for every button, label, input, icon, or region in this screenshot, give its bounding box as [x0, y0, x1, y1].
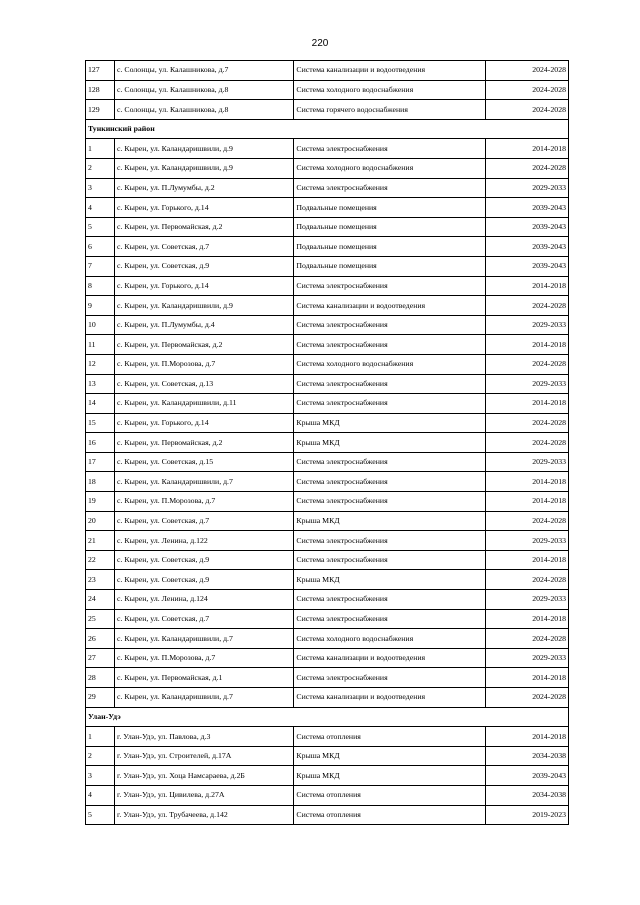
table-row: [86, 492, 569, 512]
page-number: 220: [311, 38, 329, 49]
system-cell: Система отопления: [294, 805, 485, 825]
table-row: [86, 511, 569, 531]
table-row: [86, 335, 569, 355]
period-cell: 2014-2018: [485, 609, 568, 629]
row-number-cell: 1: [86, 727, 115, 747]
address-cell: с. Кырен, ул. Советская, д.9: [115, 256, 294, 276]
table-row: [86, 531, 569, 551]
row-number-cell: 1: [86, 139, 115, 159]
period-cell: 2024-2028: [485, 354, 568, 374]
system-cell: Система электроснабжения: [294, 452, 485, 472]
period-cell: 2029-2033: [485, 178, 568, 198]
table-row: [86, 158, 569, 178]
system-cell: Система канализации и водоотведения: [294, 61, 485, 81]
table-row: [86, 648, 569, 668]
system-cell: Система электроснабжения: [294, 668, 485, 688]
table-row: [86, 472, 569, 492]
period-cell: 2024-2028: [485, 158, 568, 178]
table-row: [86, 100, 569, 120]
row-number-cell: 28: [86, 668, 115, 688]
row-number-cell: 16: [86, 433, 115, 453]
system-cell: Система холодного водоснабжения: [294, 629, 485, 649]
period-cell: 2039-2043: [485, 198, 568, 218]
table-row: [86, 433, 569, 453]
row-number-cell: 29: [86, 688, 115, 708]
system-cell: Система электроснабжения: [294, 531, 485, 551]
system-cell: Система электроснабжения: [294, 550, 485, 570]
period-cell: 2024-2028: [485, 629, 568, 649]
system-cell: Система электроснабжения: [294, 335, 485, 355]
system-cell: Система электроснабжения: [294, 315, 485, 335]
period-cell: 2029-2033: [485, 452, 568, 472]
section-title: Тункинский район: [86, 119, 569, 139]
period-cell: 2014-2018: [485, 550, 568, 570]
address-cell: г. Улан-Удэ, ул. Строителей, д.17А: [115, 746, 294, 766]
table-row: [86, 727, 569, 747]
table-row: [86, 413, 569, 433]
system-cell: Подвальные помещения: [294, 217, 485, 237]
row-number-cell: 5: [86, 217, 115, 237]
row-number-cell: 20: [86, 511, 115, 531]
system-cell: Система электроснабжения: [294, 394, 485, 414]
row-number-cell: 6: [86, 237, 115, 257]
table-row: [86, 256, 569, 276]
address-cell: г. Улан-Удэ, ул. Хоца Намсараева, д.2Б: [115, 766, 294, 786]
row-number-cell: 11: [86, 335, 115, 355]
system-cell: Система горячего водоснабжения: [294, 100, 485, 120]
table-row: [86, 452, 569, 472]
table-row: [86, 629, 569, 649]
row-number-cell: 22: [86, 550, 115, 570]
system-cell: Крыша МКД: [294, 746, 485, 766]
row-number-cell: 21: [86, 531, 115, 551]
period-cell: 2014-2018: [485, 472, 568, 492]
table-row: [86, 217, 569, 237]
row-number-cell: 23: [86, 570, 115, 590]
period-cell: 2024-2028: [485, 570, 568, 590]
period-cell: 2014-2018: [485, 492, 568, 512]
row-number-cell: 7: [86, 256, 115, 276]
system-cell: Система канализации и водоотведения: [294, 296, 485, 316]
row-number-cell: 9: [86, 296, 115, 316]
address-cell: с. Кырен, ул. П.Морозова, д.7: [115, 648, 294, 668]
section-title: Улан-Удэ: [86, 707, 569, 727]
address-cell: с. Солонцы, ул. Калашникова, д.8: [115, 80, 294, 100]
address-cell: с. Кырен, ул. П.Морозова, д.7: [115, 354, 294, 374]
row-number-cell: 4: [86, 785, 115, 805]
system-cell: Система электроснабжения: [294, 492, 485, 512]
row-number-cell: 12: [86, 354, 115, 374]
address-cell: с. Солонцы, ул. Калашникова, д.7: [115, 61, 294, 81]
address-cell: с. Кырен, ул. Советская, д.7: [115, 609, 294, 629]
row-number-cell: 18: [86, 472, 115, 492]
table-row: [86, 61, 569, 81]
period-cell: 2039-2043: [485, 256, 568, 276]
period-cell: 2024-2028: [485, 100, 568, 120]
system-cell: Подвальные помещения: [294, 256, 485, 276]
table-row: [86, 80, 569, 100]
period-cell: 2014-2018: [485, 335, 568, 355]
period-cell: 2029-2033: [485, 374, 568, 394]
period-cell: 2014-2018: [485, 139, 568, 159]
table-row: [86, 139, 569, 159]
period-cell: 2024-2028: [485, 511, 568, 531]
row-number-cell: 2: [86, 158, 115, 178]
system-cell: Крыша МКД: [294, 511, 485, 531]
system-cell: Система канализации и водоотведения: [294, 688, 485, 708]
table-row: [86, 570, 569, 590]
period-cell: 2029-2033: [485, 648, 568, 668]
address-cell: с. Кырен, ул. Горького, д.14: [115, 198, 294, 218]
row-number-cell: 14: [86, 394, 115, 414]
row-number-cell: 15: [86, 413, 115, 433]
table-row: [86, 198, 569, 218]
address-cell: с. Кырен, ул. Первомайская, д.1: [115, 668, 294, 688]
address-cell: с. Кырен, ул. Каландаришвили, д.9: [115, 139, 294, 159]
system-cell: Система канализации и водоотведения: [294, 648, 485, 668]
address-cell: с. Кырен, ул. Каландаришвили, д.7: [115, 629, 294, 649]
table-row: [86, 766, 569, 786]
table-row: [86, 746, 569, 766]
table-row: [86, 178, 569, 198]
period-cell: 2034-2038: [485, 785, 568, 805]
row-number-cell: 3: [86, 766, 115, 786]
table-row: [86, 688, 569, 708]
system-cell: Система электроснабжения: [294, 178, 485, 198]
table-row: [86, 276, 569, 296]
system-cell: Крыша МКД: [294, 433, 485, 453]
row-number-cell: 127: [86, 61, 115, 81]
period-cell: 2014-2018: [485, 668, 568, 688]
table-row: [86, 590, 569, 610]
address-cell: г. Улан-Удэ, ул. Цивилева, д.27А: [115, 785, 294, 805]
row-number-cell: 10: [86, 315, 115, 335]
address-cell: с. Кырен, ул. П.Морозова, д.7: [115, 492, 294, 512]
address-cell: с. Кырен, ул. Каландаришвили, д.7: [115, 688, 294, 708]
address-cell: с. Кырен, ул. Советская, д.9: [115, 570, 294, 590]
system-cell: Система электроснабжения: [294, 472, 485, 492]
row-number-cell: 128: [86, 80, 115, 100]
period-cell: 2039-2043: [485, 766, 568, 786]
registry-table-body: [86, 61, 569, 825]
address-cell: с. Кырен, ул. Советская, д.7: [115, 237, 294, 257]
table-row: [86, 296, 569, 316]
address-cell: с. Кырен, ул. Первомайская, д.2: [115, 217, 294, 237]
period-cell: 2014-2018: [485, 394, 568, 414]
period-cell: 2024-2028: [485, 433, 568, 453]
address-cell: с. Кырен, ул. П.Лумумбы, д.2: [115, 178, 294, 198]
table-row: [86, 315, 569, 335]
system-cell: Система электроснабжения: [294, 139, 485, 159]
system-cell: Система электроснабжения: [294, 276, 485, 296]
table-row: [86, 354, 569, 374]
address-cell: с. Кырен, ул. Ленина, д.122: [115, 531, 294, 551]
address-cell: с. Солонцы, ул. Калашникова, д.8: [115, 100, 294, 120]
table-row: [86, 394, 569, 414]
address-cell: с. Кырен, ул. Советская, д.7: [115, 511, 294, 531]
period-cell: 2039-2043: [485, 217, 568, 237]
row-number-cell: 5: [86, 805, 115, 825]
section-header-row: [86, 707, 569, 727]
period-cell: 2029-2033: [485, 531, 568, 551]
row-number-cell: 19: [86, 492, 115, 512]
row-number-cell: 25: [86, 609, 115, 629]
table-row: [86, 237, 569, 257]
system-cell: Подвальные помещения: [294, 198, 485, 218]
row-number-cell: 24: [86, 590, 115, 610]
table-row: [86, 805, 569, 825]
address-cell: г. Улан-Удэ, ул. Павлова, д.3: [115, 727, 294, 747]
address-cell: г. Улан-Удэ, ул. Трубачеева, д.142: [115, 805, 294, 825]
row-number-cell: 3: [86, 178, 115, 198]
system-cell: Система холодного водоснабжения: [294, 354, 485, 374]
system-cell: Система отопления: [294, 785, 485, 805]
row-number-cell: 26: [86, 629, 115, 649]
system-cell: Подвальные помещения: [294, 237, 485, 257]
row-number-cell: 17: [86, 452, 115, 472]
address-cell: с. Кырен, ул. Каландаришвили, д.11: [115, 394, 294, 414]
address-cell: с. Кырен, ул. Горького, д.14: [115, 413, 294, 433]
system-cell: Крыша МКД: [294, 766, 485, 786]
table-row: [86, 785, 569, 805]
period-cell: 2024-2028: [485, 61, 568, 81]
period-cell: 2019-2023: [485, 805, 568, 825]
system-cell: Система электроснабжения: [294, 374, 485, 394]
row-number-cell: 27: [86, 648, 115, 668]
period-cell: 2024-2028: [485, 688, 568, 708]
address-cell: с. Кырен, ул. Советская, д.15: [115, 452, 294, 472]
address-cell: с. Кырен, ул. П.Лумумбы, д.4: [115, 315, 294, 335]
period-cell: 2029-2033: [485, 590, 568, 610]
row-number-cell: 129: [86, 100, 115, 120]
address-cell: с. Кырен, ул. Каландаришвили, д.7: [115, 472, 294, 492]
system-cell: Система отопления: [294, 727, 485, 747]
period-cell: 2034-2038: [485, 746, 568, 766]
registry-table: [85, 60, 569, 825]
system-cell: Система электроснабжения: [294, 590, 485, 610]
address-cell: с. Кырен, ул. Горького, д.14: [115, 276, 294, 296]
row-number-cell: 2: [86, 746, 115, 766]
address-cell: с. Кырен, ул. Первомайская, д.2: [115, 335, 294, 355]
table-row: [86, 550, 569, 570]
address-cell: с. Кырен, ул. Советская, д.9: [115, 550, 294, 570]
table-row: [86, 668, 569, 688]
period-cell: 2024-2028: [485, 80, 568, 100]
period-cell: 2024-2028: [485, 296, 568, 316]
address-cell: с. Кырен, ул. Каландаришвили, д.9: [115, 296, 294, 316]
section-header-row: [86, 119, 569, 139]
address-cell: с. Кырен, ул. Первомайская, д.2: [115, 433, 294, 453]
system-cell: Крыша МКД: [294, 413, 485, 433]
period-cell: 2024-2028: [485, 413, 568, 433]
period-cell: 2014-2018: [485, 727, 568, 747]
system-cell: Система холодного водоснабжения: [294, 80, 485, 100]
row-number-cell: 8: [86, 276, 115, 296]
row-number-cell: 4: [86, 198, 115, 218]
table-row: [86, 609, 569, 629]
address-cell: с. Кырен, ул. Ленина, д.124: [115, 590, 294, 610]
period-cell: 2014-2018: [485, 276, 568, 296]
address-cell: с. Кырен, ул. Каландаришвили, д.9: [115, 158, 294, 178]
period-cell: 2029-2033: [485, 315, 568, 335]
period-cell: 2039-2043: [485, 237, 568, 257]
system-cell: Крыша МКД: [294, 570, 485, 590]
table-row: [86, 374, 569, 394]
system-cell: Система холодного водоснабжения: [294, 158, 485, 178]
row-number-cell: 13: [86, 374, 115, 394]
address-cell: с. Кырен, ул. Советская, д.13: [115, 374, 294, 394]
system-cell: Система электроснабжения: [294, 609, 485, 629]
